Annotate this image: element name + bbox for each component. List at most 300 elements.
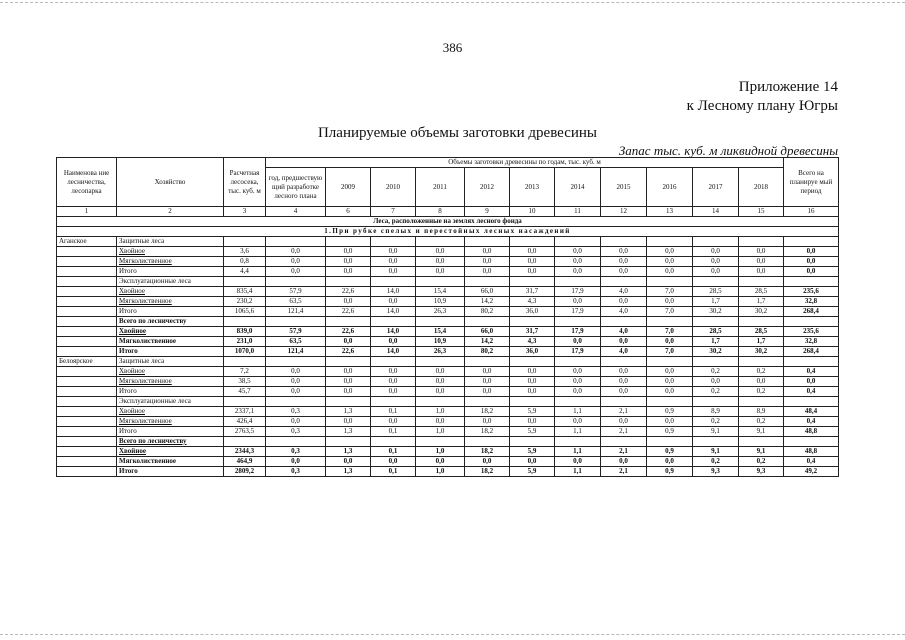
value-cell: 0,0 <box>784 257 839 267</box>
value-cell <box>465 277 510 287</box>
value-cell: 0,0 <box>693 247 739 257</box>
value-cell <box>739 317 784 327</box>
value-cell: 0,0 <box>601 417 647 427</box>
value-cell: 14,0 <box>371 287 416 297</box>
value-cell <box>784 437 839 447</box>
farm-type-cell: Мягколиственное <box>117 417 224 427</box>
appendix-heading <box>687 78 838 116</box>
value-cell: 0,0 <box>266 247 326 257</box>
value-cell <box>510 357 555 367</box>
table-row <box>57 307 839 317</box>
value-cell: 0,2 <box>693 457 739 467</box>
value-cell <box>601 437 647 447</box>
column-number: 9 <box>465 207 510 217</box>
value-cell: 0,8 <box>224 257 266 267</box>
forestry-name-cell <box>57 327 117 337</box>
value-cell: 14,0 <box>371 347 416 357</box>
forestry-name-cell: Аганское <box>57 237 117 247</box>
value-cell: 28,5 <box>739 327 784 337</box>
value-cell <box>739 237 784 247</box>
value-cell: 1065,6 <box>224 307 266 317</box>
table-row <box>57 267 839 277</box>
value-cell <box>266 277 326 287</box>
value-cell <box>784 397 839 407</box>
value-cell <box>693 237 739 247</box>
value-cell: 0,0 <box>601 267 647 277</box>
value-cell <box>510 317 555 327</box>
value-cell: 0,0 <box>647 267 693 277</box>
value-cell: 5,9 <box>510 467 555 477</box>
column-number: 8 <box>416 207 465 217</box>
value-cell: 0,0 <box>601 387 647 397</box>
value-cell <box>371 277 416 287</box>
table-row <box>57 317 839 327</box>
value-cell <box>266 397 326 407</box>
table-row <box>57 417 839 427</box>
value-cell: 0,0 <box>739 257 784 267</box>
farm-type-cell: Хвойное <box>117 447 224 457</box>
value-cell: 0,3 <box>266 447 326 457</box>
value-cell: 0,0 <box>510 257 555 267</box>
value-cell: 0,0 <box>601 377 647 387</box>
forestry-name-cell <box>57 407 117 417</box>
table-row <box>57 437 839 447</box>
value-cell: 15,4 <box>416 327 465 337</box>
page-number: 386 <box>442 40 463 55</box>
forestry-name-cell: Белоярское <box>57 357 117 367</box>
value-cell <box>601 397 647 407</box>
value-cell: 9,1 <box>739 427 784 437</box>
value-cell: 30,2 <box>739 347 784 357</box>
value-cell: 0,0 <box>416 267 465 277</box>
value-cell: 18,2 <box>465 407 510 417</box>
value-cell: 0,0 <box>739 247 784 257</box>
value-cell <box>647 277 693 287</box>
value-cell <box>326 317 371 327</box>
value-cell: 0,0 <box>784 377 839 387</box>
value-cell: 0,9 <box>647 447 693 457</box>
value-cell <box>510 237 555 247</box>
value-cell: 0,0 <box>326 367 371 377</box>
value-cell: 0,0 <box>647 367 693 377</box>
farm-type-cell: Итого <box>117 347 224 357</box>
value-cell: 38,5 <box>224 377 266 387</box>
value-cell: 464,9 <box>224 457 266 467</box>
value-cell: 80,2 <box>465 307 510 317</box>
value-cell <box>465 237 510 247</box>
value-cell: 9,1 <box>739 447 784 457</box>
table-row <box>57 297 839 307</box>
value-cell: 0,4 <box>784 367 839 377</box>
table-row <box>57 427 839 437</box>
value-cell <box>416 317 465 327</box>
value-cell: 14,2 <box>465 297 510 307</box>
forestry-name-cell <box>57 447 117 457</box>
value-cell: 28,5 <box>693 327 739 337</box>
column-number: 3 <box>224 207 266 217</box>
value-cell <box>326 437 371 447</box>
farm-type-cell: Итого <box>117 467 224 477</box>
value-cell <box>416 397 465 407</box>
value-cell: 0,0 <box>601 457 647 467</box>
header-volume-group: Объемы заготовки древесины по годам, тыс. куб. м <box>266 158 784 168</box>
value-cell: 1,1 <box>555 467 601 477</box>
value-cell: 0,0 <box>326 377 371 387</box>
value-cell <box>647 317 693 327</box>
value-cell <box>266 317 326 327</box>
value-cell: 18,2 <box>465 467 510 477</box>
appendix-line-1: Приложение 14 <box>738 79 838 95</box>
section-title: Леса, расположенные на землях лесного фонда <box>57 217 839 227</box>
value-cell: 5,9 <box>510 427 555 437</box>
value-cell <box>601 277 647 287</box>
value-cell: 1,7 <box>693 337 739 347</box>
value-cell: 121,4 <box>266 347 326 357</box>
subsection-row <box>57 227 839 237</box>
value-cell <box>784 317 839 327</box>
value-cell <box>739 277 784 287</box>
value-cell: 0,0 <box>555 377 601 387</box>
appendix-line-2: к Лесному плану Югры <box>686 98 838 114</box>
value-cell: 0,0 <box>266 417 326 427</box>
value-cell: 0,0 <box>510 387 555 397</box>
value-cell: 22,6 <box>326 307 371 317</box>
value-cell: 0,0 <box>266 257 326 267</box>
column-number: 14 <box>693 207 739 217</box>
subsection-title: 1.При рубке спелых и перестойных лесных насаждений <box>57 227 839 237</box>
farm-type-cell: Защитные леса <box>117 357 224 367</box>
value-cell: 0,9 <box>647 407 693 417</box>
value-cell: 1,0 <box>416 447 465 457</box>
value-cell: 1,3 <box>326 427 371 437</box>
column-number: 6 <box>326 207 371 217</box>
value-cell: 0,0 <box>371 457 416 467</box>
value-cell <box>371 237 416 247</box>
value-cell: 0,0 <box>510 377 555 387</box>
value-cell: 48,4 <box>784 407 839 417</box>
value-cell: 0,0 <box>555 297 601 307</box>
value-cell <box>266 437 326 447</box>
value-cell: 0,0 <box>465 247 510 257</box>
value-cell <box>601 237 647 247</box>
value-cell <box>371 317 416 327</box>
value-cell: 0,0 <box>326 297 371 307</box>
table-row <box>57 337 839 347</box>
value-cell <box>601 317 647 327</box>
value-cell <box>693 277 739 287</box>
value-cell: 17,9 <box>555 327 601 337</box>
value-cell: 0,0 <box>601 297 647 307</box>
value-cell: 0,0 <box>266 387 326 397</box>
value-cell: 7,0 <box>647 307 693 317</box>
forestry-name-cell <box>57 337 117 347</box>
value-cell: 121,4 <box>266 307 326 317</box>
value-cell: 26,3 <box>416 307 465 317</box>
value-cell: 8,9 <box>693 407 739 417</box>
value-cell: 2344,3 <box>224 447 266 457</box>
header-year: 2015 <box>601 168 647 207</box>
value-cell: 0,0 <box>555 257 601 267</box>
table-row <box>57 327 839 337</box>
value-cell: 1,7 <box>693 297 739 307</box>
value-cell: 4,3 <box>510 337 555 347</box>
value-cell: 17,9 <box>555 347 601 357</box>
value-cell <box>224 317 266 327</box>
value-cell: 15,4 <box>416 287 465 297</box>
value-cell: 2,1 <box>601 447 647 457</box>
forestry-name-cell <box>57 317 117 327</box>
value-cell <box>693 437 739 447</box>
value-cell <box>326 397 371 407</box>
value-cell: 28,5 <box>693 287 739 297</box>
column-number: 16 <box>784 207 839 217</box>
forestry-name-cell <box>57 387 117 397</box>
value-cell: 839,0 <box>224 327 266 337</box>
forestry-name-cell <box>57 467 117 477</box>
value-cell: 32,8 <box>784 337 839 347</box>
value-cell: 0,0 <box>601 257 647 267</box>
value-cell <box>416 277 465 287</box>
value-cell <box>647 437 693 447</box>
farm-type-cell: Мягколиственное <box>117 337 224 347</box>
forestry-name-cell <box>57 297 117 307</box>
value-cell: 0,0 <box>326 417 371 427</box>
value-cell <box>739 397 784 407</box>
value-cell: 0,0 <box>326 257 371 267</box>
farm-type-cell: Эксплуатационные леса <box>117 277 224 287</box>
value-cell: 3,6 <box>224 247 266 257</box>
forestry-name-cell <box>57 437 117 447</box>
header-row-1 <box>57 158 839 168</box>
farm-type-cell: Мягколиственное <box>117 457 224 467</box>
value-cell: 0,0 <box>647 257 693 267</box>
value-cell: 1,7 <box>739 337 784 347</box>
header-year: 2017 <box>693 168 739 207</box>
farm-type-cell: Мягколиственное <box>117 377 224 387</box>
value-cell: 268,4 <box>784 307 839 317</box>
header-year: 2010 <box>371 168 416 207</box>
value-cell: 8,9 <box>739 407 784 417</box>
value-cell: 0,0 <box>465 367 510 377</box>
value-cell: 57,9 <box>266 287 326 297</box>
value-cell: 0,0 <box>371 297 416 307</box>
value-cell <box>510 397 555 407</box>
value-cell: 0,0 <box>555 457 601 467</box>
farm-type-cell: Мягколиственное <box>117 257 224 267</box>
column-number: 2 <box>117 207 224 217</box>
value-cell <box>266 237 326 247</box>
value-cell <box>465 357 510 367</box>
value-cell <box>693 397 739 407</box>
value-cell <box>555 277 601 287</box>
value-cell: 0,2 <box>693 417 739 427</box>
value-cell: 0,0 <box>555 417 601 427</box>
value-cell: 0,0 <box>371 387 416 397</box>
value-cell: 0,0 <box>371 247 416 257</box>
value-cell: 0,9 <box>647 427 693 437</box>
forestry-name-cell <box>57 257 117 267</box>
value-cell: 0,0 <box>647 387 693 397</box>
value-cell: 0,0 <box>416 387 465 397</box>
value-cell: 0,0 <box>510 417 555 427</box>
value-cell <box>224 237 266 247</box>
value-cell: 2,1 <box>601 467 647 477</box>
value-cell: 80,2 <box>465 347 510 357</box>
value-cell: 0,0 <box>784 267 839 277</box>
table-row <box>57 367 839 377</box>
table-row <box>57 447 839 457</box>
value-cell: 0,0 <box>465 457 510 467</box>
value-cell: 0,2 <box>693 367 739 377</box>
value-cell: 7,2 <box>224 367 266 377</box>
table-row <box>57 257 839 267</box>
value-cell: 0,0 <box>416 377 465 387</box>
value-cell: 0,0 <box>555 337 601 347</box>
value-cell: 22,6 <box>326 347 371 357</box>
bottom-scan-edge <box>0 634 905 635</box>
value-cell <box>465 317 510 327</box>
table-row <box>57 457 839 467</box>
header-farm: Хозяйство <box>117 158 224 207</box>
value-cell <box>784 357 839 367</box>
value-cell <box>693 317 739 327</box>
column-number: 15 <box>739 207 784 217</box>
value-cell: 1,3 <box>326 447 371 457</box>
value-cell: 63,5 <box>266 337 326 347</box>
value-cell: 0,0 <box>555 267 601 277</box>
value-cell: 0,3 <box>266 407 326 417</box>
value-cell: 22,6 <box>326 327 371 337</box>
value-cell: 45,7 <box>224 387 266 397</box>
value-cell <box>601 357 647 367</box>
forestry-name-cell <box>57 267 117 277</box>
value-cell: 1,7 <box>739 297 784 307</box>
value-cell: 2809,2 <box>224 467 266 477</box>
value-cell <box>555 397 601 407</box>
value-cell: 0,2 <box>693 387 739 397</box>
value-cell <box>371 437 416 447</box>
value-cell <box>510 277 555 287</box>
document-title: Планируемые объемы заготовки древесины <box>317 125 598 141</box>
value-cell: 0,0 <box>510 457 555 467</box>
value-cell: 14,0 <box>371 307 416 317</box>
value-cell <box>555 317 601 327</box>
value-cell: 31,7 <box>510 327 555 337</box>
column-number: 4 <box>266 207 326 217</box>
forestry-name-cell <box>57 427 117 437</box>
value-cell <box>647 357 693 367</box>
value-cell: 0,0 <box>647 337 693 347</box>
farm-type-cell: Всего по лесничеству <box>117 437 224 447</box>
value-cell: 1,1 <box>555 427 601 437</box>
value-cell: 5,9 <box>510 447 555 457</box>
value-cell: 0,0 <box>266 267 326 277</box>
farm-type-cell: Хвойное <box>117 367 224 377</box>
header-total: Всего на планируе мый период <box>784 158 839 207</box>
value-cell <box>647 397 693 407</box>
value-cell <box>326 277 371 287</box>
value-cell: 48,8 <box>784 447 839 457</box>
value-cell: 0,0 <box>510 247 555 257</box>
forestry-name-cell <box>57 247 117 257</box>
forestry-name-cell <box>57 377 117 387</box>
value-cell <box>224 357 266 367</box>
value-cell: 5,9 <box>510 407 555 417</box>
value-cell: 268,4 <box>784 347 839 357</box>
forestry-name-cell <box>57 367 117 377</box>
header-year: 2014 <box>555 168 601 207</box>
header-year: 2012 <box>465 168 510 207</box>
value-cell: 1,1 <box>555 447 601 457</box>
value-cell: 2337,1 <box>224 407 266 417</box>
value-cell: 4,4 <box>224 267 266 277</box>
value-cell: 28,5 <box>739 287 784 297</box>
value-cell: 0,0 <box>371 367 416 377</box>
farm-type-cell: Эксплуатационные леса <box>117 397 224 407</box>
value-cell <box>739 437 784 447</box>
value-cell: 0,0 <box>465 257 510 267</box>
forestry-name-cell <box>57 287 117 297</box>
value-cell: 1,1 <box>555 407 601 417</box>
value-cell: 1070,0 <box>224 347 266 357</box>
table-row <box>57 377 839 387</box>
value-cell: 426,4 <box>224 417 266 427</box>
value-cell: 1,0 <box>416 427 465 437</box>
value-cell: 231,0 <box>224 337 266 347</box>
value-cell <box>784 237 839 247</box>
value-cell <box>224 277 266 287</box>
value-cell: 63,5 <box>266 297 326 307</box>
value-cell: 66,0 <box>465 327 510 337</box>
value-cell: 0,0 <box>266 367 326 377</box>
value-cell: 1,0 <box>416 467 465 477</box>
value-cell: 18,2 <box>465 427 510 437</box>
value-cell: 0,0 <box>601 247 647 257</box>
value-cell: 9,1 <box>693 427 739 437</box>
value-cell: 0,2 <box>739 417 784 427</box>
farm-type-cell: Всего по лесничеству <box>117 317 224 327</box>
header-year: 2009 <box>326 168 371 207</box>
value-cell: 0,0 <box>510 367 555 377</box>
value-cell: 4,0 <box>601 287 647 297</box>
top-scan-edge <box>0 2 905 3</box>
table-row <box>57 357 839 367</box>
value-cell <box>693 357 739 367</box>
value-cell <box>371 357 416 367</box>
value-cell <box>416 237 465 247</box>
value-cell: 0,0 <box>371 267 416 277</box>
table-row <box>57 287 839 297</box>
value-cell: 0,4 <box>784 457 839 467</box>
value-cell <box>555 237 601 247</box>
value-cell: 0,0 <box>647 377 693 387</box>
table-row <box>57 467 839 477</box>
value-cell: 0,0 <box>416 417 465 427</box>
value-cell: 0,0 <box>326 387 371 397</box>
value-cell: 0,0 <box>693 257 739 267</box>
forestry-name-cell <box>57 277 117 287</box>
value-cell: 22,6 <box>326 287 371 297</box>
value-cell: 9,3 <box>693 467 739 477</box>
value-cell: 4,0 <box>601 347 647 357</box>
value-cell: 0,2 <box>739 387 784 397</box>
value-cell: 0,0 <box>371 377 416 387</box>
value-cell <box>510 437 555 447</box>
value-cell: 2,1 <box>601 407 647 417</box>
value-cell: 48,8 <box>784 427 839 437</box>
value-cell: 31,7 <box>510 287 555 297</box>
value-cell: 9,3 <box>739 467 784 477</box>
